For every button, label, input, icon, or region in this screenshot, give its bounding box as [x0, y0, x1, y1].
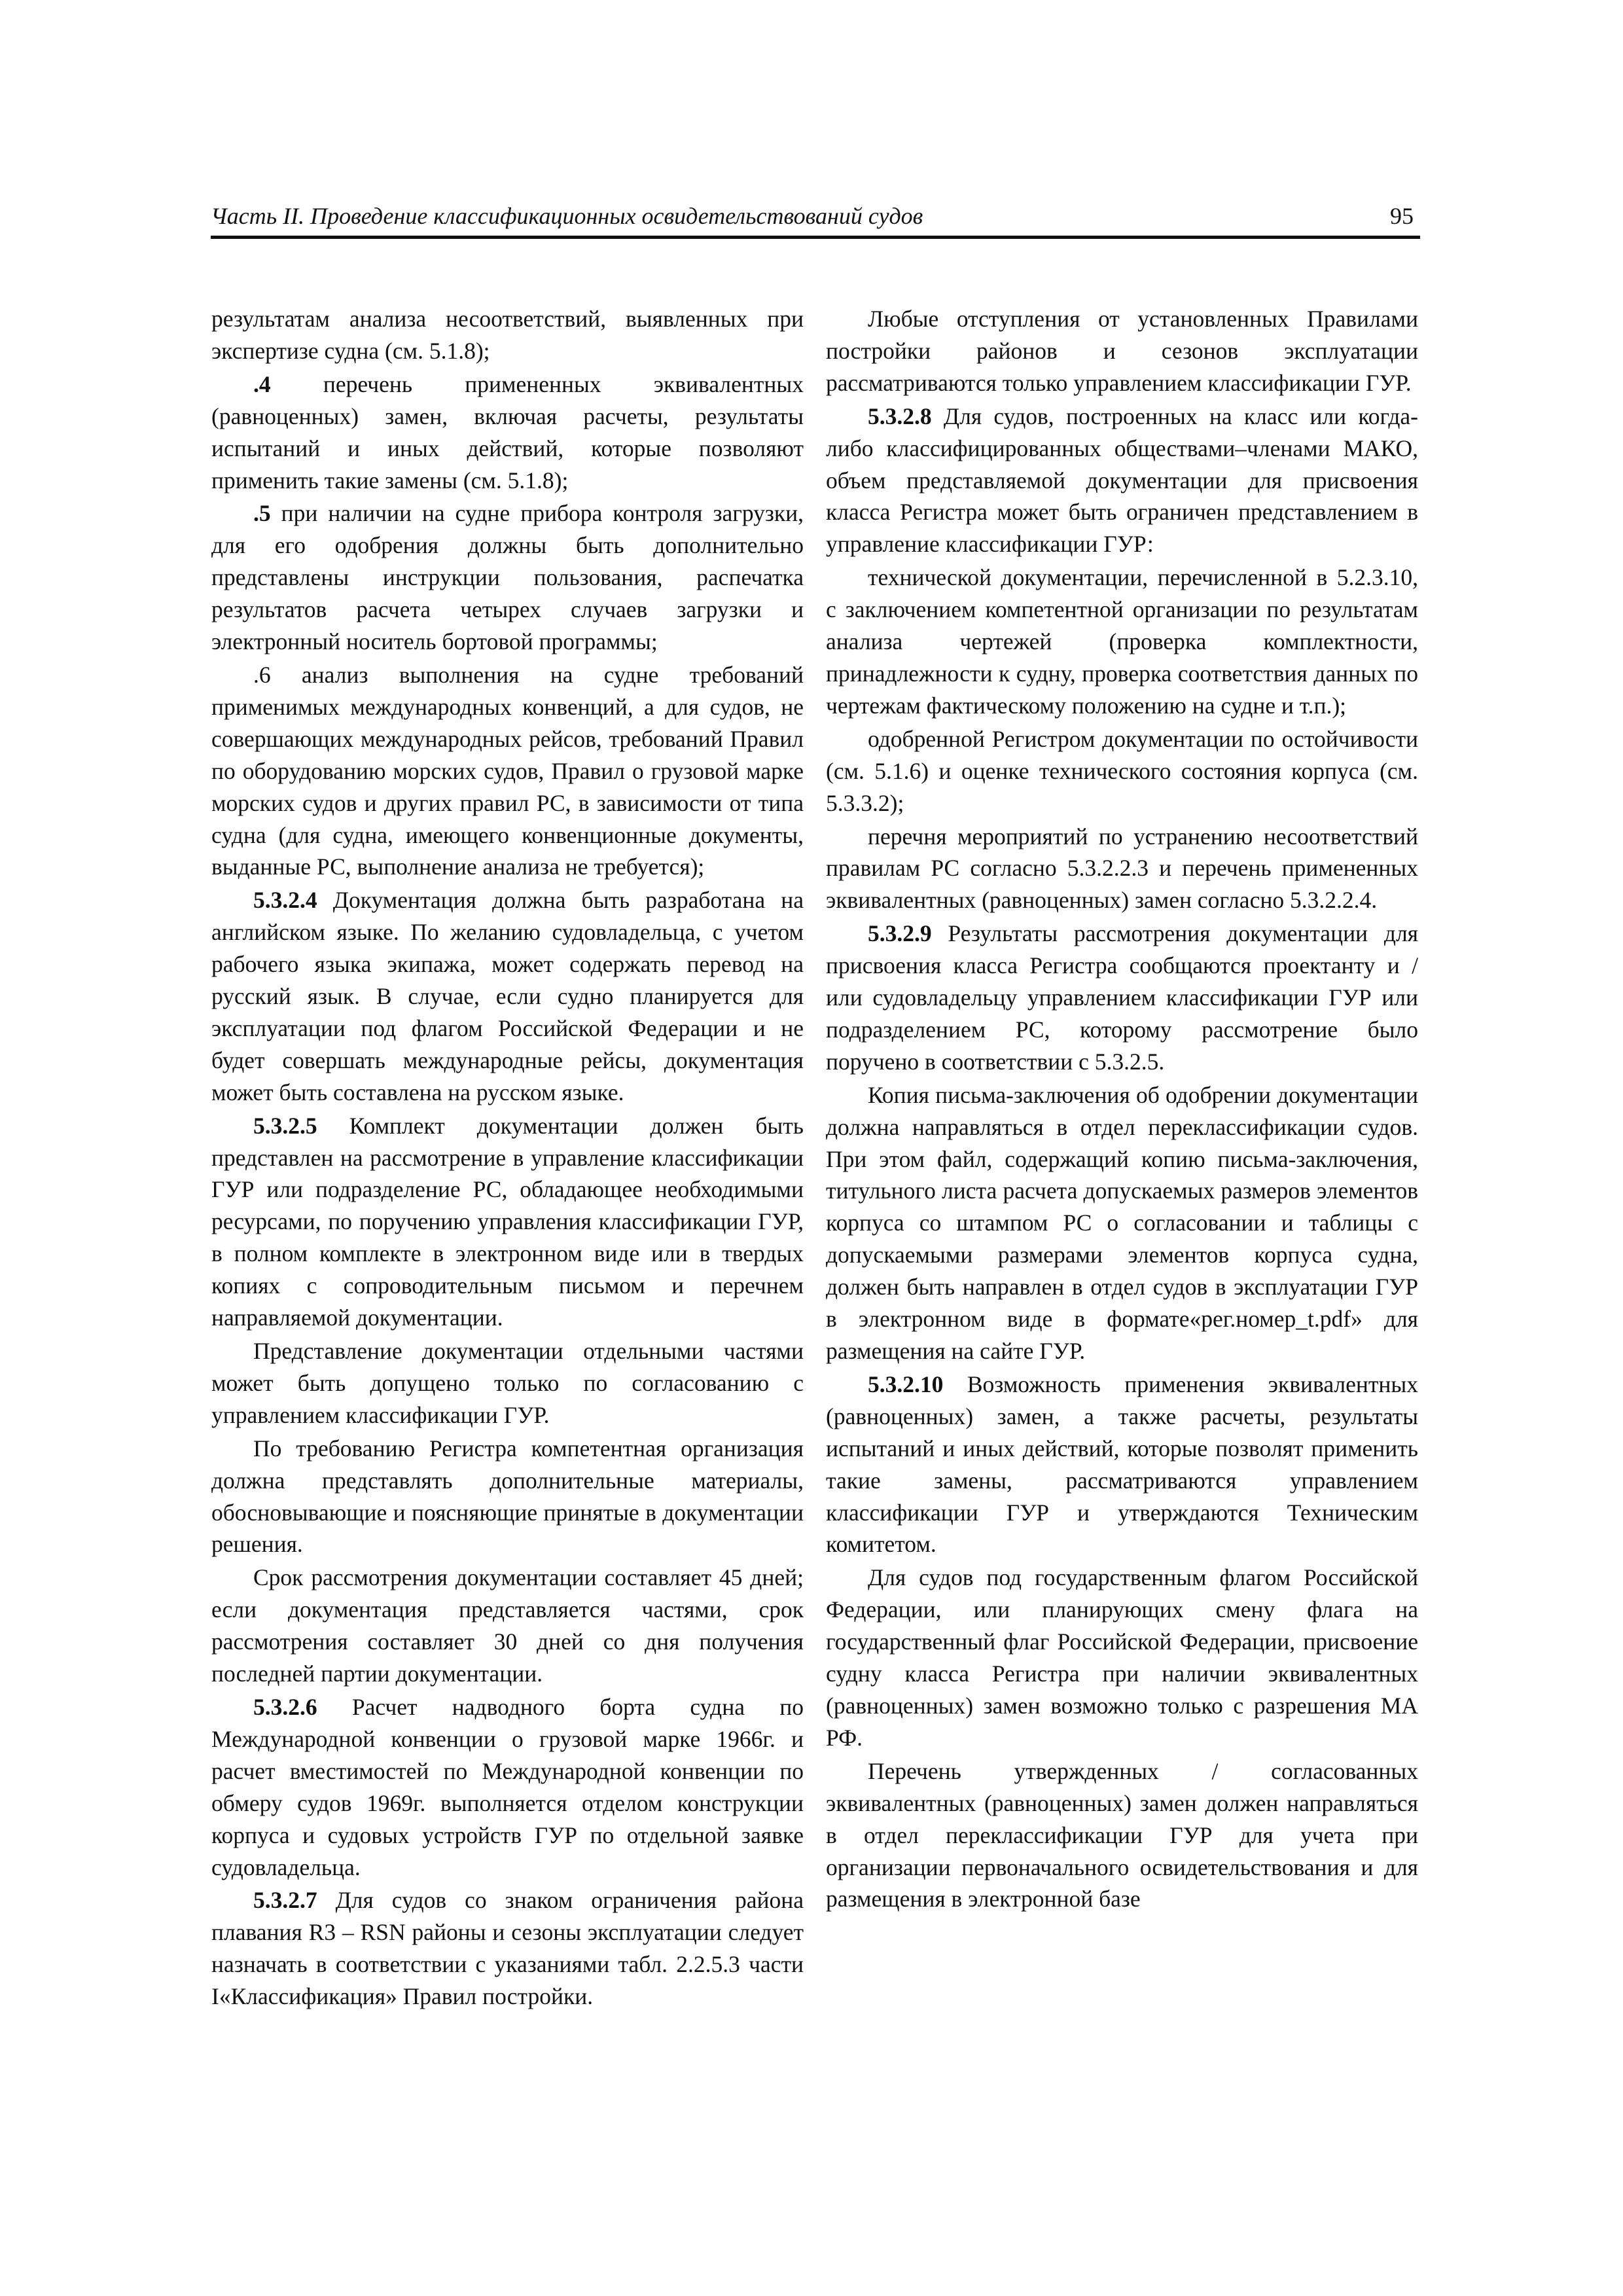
paragraph [826, 1079, 1418, 1367]
paragraph [826, 918, 1418, 1078]
paragraph-text: Результаты рассмотрения документации для присвоения класса Регистра сообщаются проектанту и / или судовладельцу управлением классификации ГУР или подразделением РС, которому рассмотрение было поручено в соответствии с 5.3.2.5. [826, 920, 1418, 1075]
paragraph-text: Для судов со знаком ограничения района плавания R3 – RSN районы и сезоны эксплуатации следует назначать в соответствии с указаниями табл. 2.2.5.3 части I«Классификация» Правил постройки. [211, 1887, 804, 2010]
paragraph [211, 1884, 804, 2013]
section-number: 5.3.2.4 [253, 887, 317, 914]
paragraph [211, 884, 804, 1108]
paragraph [211, 1433, 804, 1561]
paragraph-text: Возможность применения эквивалентных (равноценных) замен, а также расчеты, результаты испытаний и иных действий, которые позволят применить такие замены, рассматриваются управлением классификации ГУР и утверждаются Техническим комитетом. [826, 1371, 1418, 1558]
paragraph [826, 401, 1418, 561]
paragraph-text: технической документации, перечисленной в 5.2.3.10, с заключением компетентной организации по результатам анализа чертежей (проверка комплектности, принадлежности к судну, проверка соответствия данных по чертежам фактическому положению на судне и т.п.); [826, 564, 1418, 719]
paragraph [826, 723, 1418, 819]
paragraph [211, 1562, 804, 1690]
paragraph [211, 303, 804, 367]
paragraph-text: Расчет надводного борта судна по Международной конвенции о грузовой марке 1966г. и расчет вместимостей по Международной конвенции по обмеру судов 1969г. выполняется отделом конструкции корпуса и судовых устройств ГУР по отдельной заявке судовладельца. [211, 1693, 804, 1880]
paragraph-text: результатам анализа несоответствий, выявленных при экспертизе судна (см. 5.1.8); [211, 306, 804, 364]
section-number: 5.3.2.10 [868, 1371, 944, 1397]
paragraph-text: одобренной Регистром документации по остойчивости (см. 5.1.6) и оценке технического состояния корпуса (см. 5.3.3.2); [826, 725, 1418, 816]
paragraph [211, 1335, 804, 1431]
paragraph [826, 1755, 1418, 1916]
paragraph [211, 497, 804, 658]
paragraph-text: Представление документации отдельными частями может быть допущено только по согласованию с управлением классификации ГУР. [211, 1338, 804, 1428]
paragraph [826, 562, 1418, 722]
right-column [826, 303, 1418, 1916]
running-title: Часть II. Проведение классификационных освидетельствований судов [211, 203, 923, 229]
paragraph [826, 821, 1418, 917]
paragraph [211, 659, 804, 883]
paragraph-text: Срок рассмотрения документации составляет 45 дней; если документация представляется частями, срок рассмотрения составляет 30 дней со дня получения последней партии документации. [211, 1564, 804, 1687]
paragraph-text: По требованию Регистра компетентная организация должна представлять дополнительные материалы, обосновывающие и поясняющие принятые в документации решения. [211, 1435, 804, 1558]
paragraph-text: Копия письма-заключения об одобрении документации должна направляться в отдел переклассификации судов. При этом файл, содержащий копию письма-заключения, титульного листа расчета допускаемых размеров элементов корпуса со штампом РС о согласовании и таблицы с допускаемыми размерами элементов корпуса судна, должен быть направлен в отдел судов в эксплуатации ГУР в электронном виде в формате«рег.номер_t.pdf» для размещения на сайте ГУР. [826, 1081, 1418, 1364]
item-number: .5 [253, 500, 271, 527]
paragraph-text: Перечень утвержденных / согласованных эквивалентных (равноценных) замен должен направляться в отдел переклассификации ГУР для учета при организации первоначального освидетельствования и для размещения в электронной базе [826, 1757, 1418, 1912]
paragraph-text: Документация должна быть разработана на английском языке. По желанию судовладельца, с учетом рабочего языка экипажа, может содержать перевод на русский язык. В случае, если судно планируется для эксплуатации под флагом Российской Федерации и не будет совершать международные рейсы, документация может быть составлена на русском языке. [211, 887, 804, 1105]
paragraph [826, 1562, 1418, 1753]
item-number: .4 [253, 370, 271, 397]
paragraph-text: Любые отступления от установленных Правилами постройки районов и сезонов эксплуатации рассматриваются только управлением классификации ГУР. [826, 306, 1418, 396]
section-number: 5.3.2.9 [868, 920, 932, 947]
paragraph-text: Комплект документации должен быть представлен на рассмотрение в управление классификации ГУР или подразделение РС, обладающее необходимыми ресурсами, по поручению управления классификации ГУР, в полном комплекте в электронном виде или в твердых копиях с сопроводительным письмом и перечнем направляемой документации. [211, 1112, 804, 1331]
section-number: 5.3.2.7 [253, 1887, 317, 1914]
paragraph-text: .6 анализ выполнения на судне требований применимых международных конвенций, а для судов, не совершающих международных рейсов, требований Правил по оборудованию морских судов, Правил о грузовой марке морских судов и других правил РС, в зависимости от типа судна (для судна, имеющего конвенционные документы, выданные РС, выполнение анализа не требуется); [211, 661, 804, 880]
running-header [211, 196, 1420, 239]
section-number: 5.3.2.6 [253, 1693, 317, 1720]
section-number: 5.3.2.5 [253, 1112, 317, 1139]
paragraph [211, 1691, 804, 1883]
paragraph-text: Для судов, построенных на класс или когда-либо классифицированных обществами–членами МАКО, объем представляемой документации для присвоения класса Регистра может быть ограничен представлением в управление классификации ГУР: [826, 403, 1418, 558]
page-number: 95 [1390, 203, 1414, 229]
section-number: 5.3.2.8 [868, 403, 932, 429]
paragraph-text: перечень примененных эквивалентных (равноценных) замен, включая расчеты, результаты испытаний и иных действий, которые позволяют применить такие замены (см. 5.1.8); [211, 370, 804, 493]
left-column [211, 303, 804, 2014]
paragraph-text: перечня мероприятий по устранению несоответствий правилам РС согласно 5.3.2.2.3 и перечень примененных эквивалентных (равноценных) замен согласно 5.3.2.2.4. [826, 823, 1418, 914]
paragraph [211, 368, 804, 497]
paragraph [826, 303, 1418, 399]
paragraph [211, 1110, 804, 1334]
paragraph [826, 1369, 1418, 1560]
paragraph-text: при наличии на судне прибора контроля загрузки, для его одобрения должны быть дополнительно представлены инструкции пользования, распечатка результатов расчета четырех случаев загрузки и электронный носитель бортовой программы; [211, 500, 804, 655]
paragraph-text: Для судов под государственным флагом Российской Федерации, или планирующих смену флага на государственный флаг Российской Федерации, присвоение судну класса Регистра при наличии эквивалентных (равноценных) замен возможно только с разрешения МА РФ. [826, 1564, 1418, 1751]
